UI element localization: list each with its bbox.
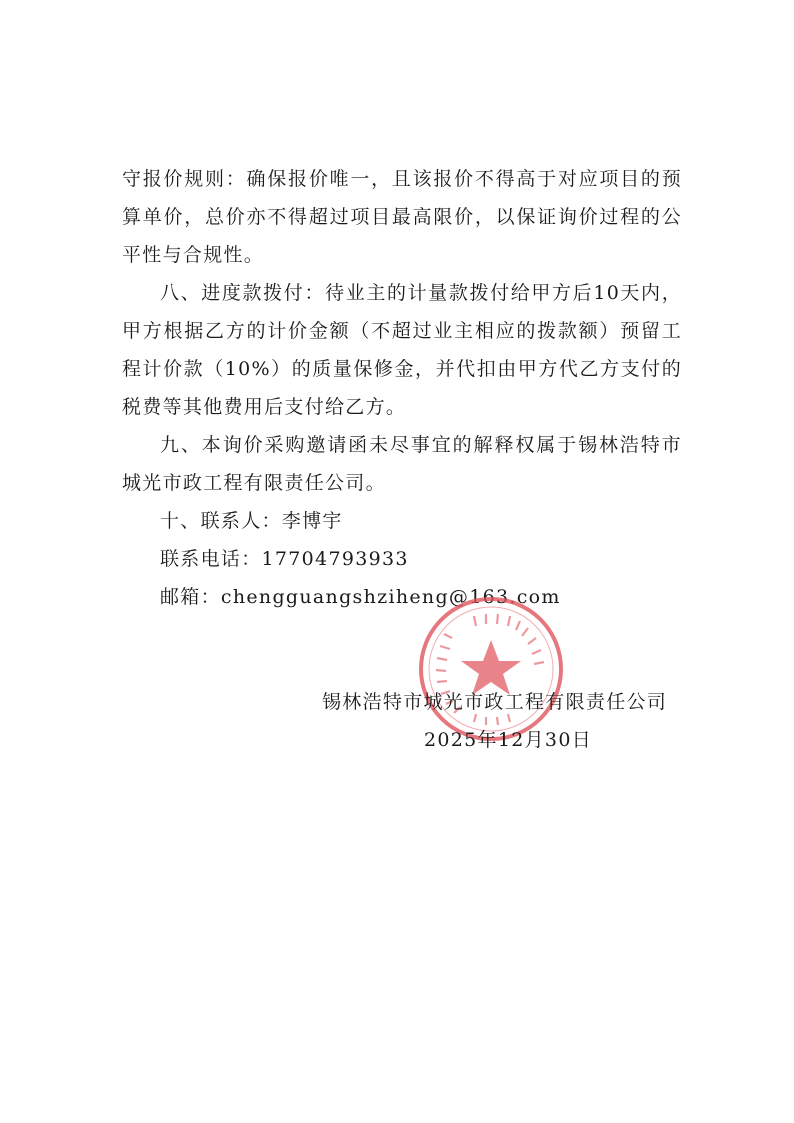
contact-email: 邮箱：chengguangshziheng@163.com (160, 586, 561, 608)
paragraph-9-interpretation: 九、本询价采购邀请函未尽事宜的解释权属于锡林浩特市城光市政工程有限责任公司。 (122, 434, 682, 494)
paragraph-8-progress-payment: 八、进度款拨付：待业主的计量款拨付给甲方后10天内，甲方根据乙方的计价金额（不超过业主相应的拨款额）预留工程计价款（10%）的质量保修金，并代扣由甲方代乙方支付的税费等其他费用后支付给乙方。 (122, 282, 682, 418)
contact-person: 十、联系人：李博宇 (160, 510, 343, 532)
contact-phone: 联系电话：17704793933 (160, 548, 409, 570)
signature-date: 2025年12月30日 (424, 729, 593, 751)
signature-company: 锡林浩特市城光市政工程有限责任公司 (322, 691, 668, 713)
paragraph-7-continued: 守报价规则：确保报价唯一，且该报价不得高于对应项目的预算单价，总价亦不得超过项目最高限价，以保证询价过程的公平性与合规性。 (122, 168, 682, 266)
